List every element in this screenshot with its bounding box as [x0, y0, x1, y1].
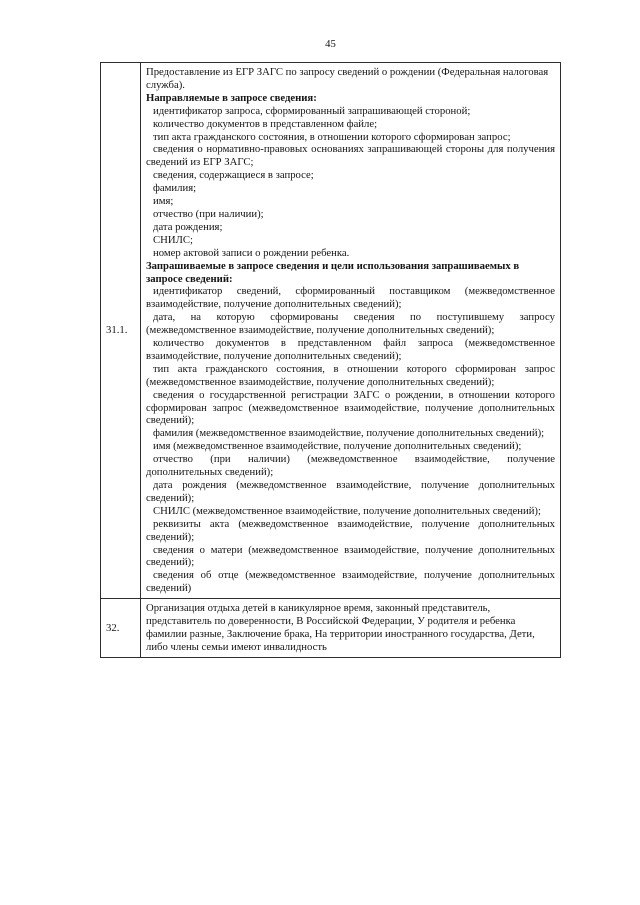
requested-data-item: количество документов в представленном файл запроса (межведомственное взаимодействие, получение дополнительных сведений);	[146, 337, 555, 362]
sent-data-item: дата рождения;	[153, 220, 223, 233]
table-row	[101, 599, 561, 658]
requested-data-item: дата, на которую сформированы сведения по поступившему запросу (межведомственное взаимодействие, получение дополнительных сведений);	[146, 311, 555, 337]
sent-data-item: СНИЛС;	[153, 233, 193, 246]
requested-data-item: сведения о матери (межведомственное взаимодействие, получение дополнительных сведений);	[146, 543, 555, 569]
sent-data-item: сведения о нормативно-правовых основаниях запрашивающей стороны для получения сведений из ЕГР ЗАГС;	[146, 143, 555, 169]
requested-data-item: имя (межведомственное взаимодействие, получение дополнительных сведений);	[153, 440, 522, 453]
sent-data-item: имя;	[153, 195, 174, 208]
requested-data-item: отчество (при наличии) (межведомственное взаимодействие, получение дополнительных сведений);	[146, 453, 555, 479]
sent-data-item: сведения, содержащиеся в запросе;	[153, 169, 314, 182]
sent-data-item: тип акта гражданского состояния, в отношении которого сформирован запрос;	[153, 130, 511, 143]
sent-data-item: количество документов в представленном файле;	[153, 117, 378, 130]
sent-data-item: отчество (при наличии);	[153, 207, 264, 220]
requested-data-item: реквизиты акта (межведомственное взаимодействие, получение дополнительных сведений);	[146, 517, 555, 543]
sent-data-heading: Направляемые в запросе сведения:	[146, 91, 317, 104]
row-content	[141, 63, 561, 599]
requested-data-item: тип акта гражданского состояния, в отношении которого сформирован запрос (межведомственное взаимодействие, получение дополнительных сведений);	[146, 362, 555, 388]
sent-data-item: фамилия;	[153, 182, 197, 195]
page-number: 45	[325, 38, 336, 50]
document-table	[100, 62, 561, 658]
requested-data-item: сведения об отце (межведомственное взаимодействие, получение дополнительных сведений)	[146, 569, 555, 595]
requested-data-item: идентификатор сведений, сформированный поставщиком (межведомственное взаимодействие, получение дополнительных сведений);	[146, 285, 555, 311]
table-row	[101, 63, 561, 599]
row-number: 31.1.	[101, 63, 141, 599]
row-number: 32.	[101, 599, 141, 658]
sent-data-item: номер актовой записи о рождении ребенка.	[153, 246, 350, 259]
requested-data-item: дата рождения (межведомственное взаимодействие, получение дополнительных сведений);	[146, 479, 555, 504]
requested-data-heading: Запрашиваемые в запросе сведения и цели использования запрашиваемых в запросе сведений:	[146, 259, 520, 285]
requested-data-item: фамилия (межведомственное взаимодействие, получение дополнительных сведений);	[153, 427, 545, 440]
service-description: Предоставление из ЕГР ЗАГС по запросу сведений о рождении (Федеральная налоговая служба).	[146, 66, 549, 91]
requested-data-item: сведения о государственной регистрации ЗАГС о рождении, в отношении которого сформирован запрос (межведомственное взаимодействие, получение дополнительных сведений);	[146, 388, 555, 427]
row-content	[141, 599, 561, 658]
requested-data-item: СНИЛС (межведомственное взаимодействие, получение дополнительных сведений);	[153, 504, 541, 517]
service-description: Организация отдыха детей в каникулярное время, законный представитель, представитель по доверенности, В Российской Федерации, У родителя и ребенка фамилии разные, Заключение брака, На территории иностранного государства, Дети, либо члены семьи имеют инвалидность	[146, 602, 535, 653]
sent-data-item: идентификатор запроса, сформированный запрашивающей стороной;	[153, 104, 471, 117]
